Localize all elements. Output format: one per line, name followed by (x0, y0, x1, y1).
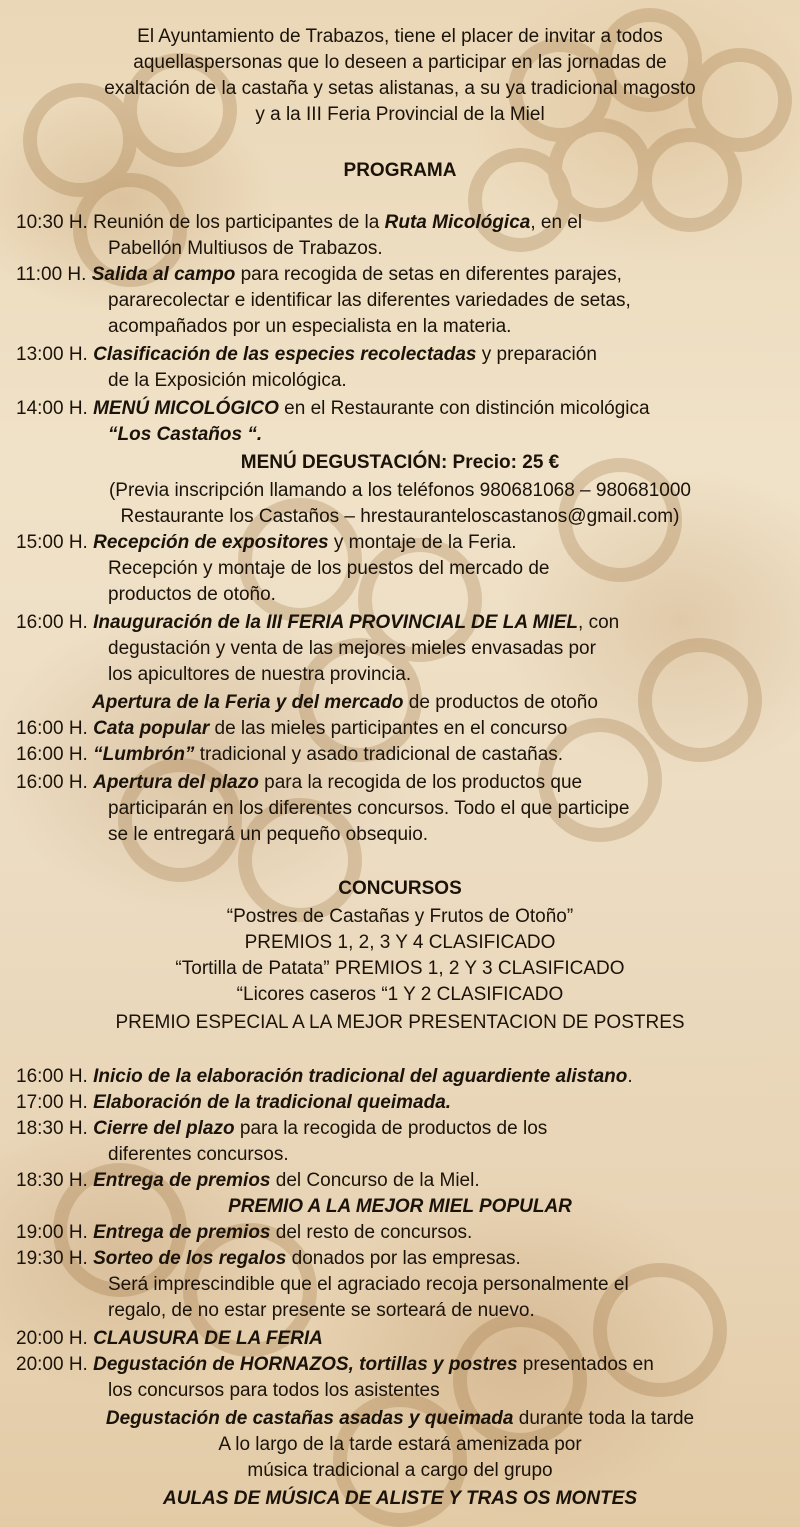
closing-line: A lo largo de la tarde estará amenizada por (218, 1434, 582, 1455)
program-item: 16:00 H. Cata popular de las mieles participantes en el concurso (16, 718, 568, 739)
program-item: 13:00 H. Clasificación de las especies recolectadas y preparación (16, 344, 597, 365)
contest-line: “Postres de Castañas y Frutos de Otoño” (226, 906, 574, 927)
phone-numbers: (Previa inscripción llamando a los teléfonos 980681068 – 980681000 (108, 480, 691, 501)
contest-line: PREMIO ESPECIAL A LA MEJOR PRESENTACION DE POSTRES (115, 1012, 685, 1033)
program-item-cont: de la Exposición micológica. (108, 370, 347, 391)
program-item: 16:00 H. Apertura del plazo para la recogida de los productos que (16, 772, 583, 793)
program-item-cont: productos de otoño. (108, 584, 276, 605)
program-item-cont: acompañados por un especialista en la materia. (108, 316, 512, 337)
program-item: 16:00 H. Inicio de la elaboración tradicional del aguardiente alistano. (16, 1066, 633, 1087)
program-item-cont: se le entregará un pequeño obsequio. (108, 824, 429, 845)
program-item: 11:00 H. Salida al campo para recogida de setas en diferentes parajes, (16, 264, 622, 285)
intro-line-1: El Ayuntamiento de Trabazos, tiene el placer de invitar a todos (137, 26, 663, 47)
intro-line-4: y a la III Feria Provincial de la Miel (255, 104, 545, 125)
program-item-cont: los apicultores de nuestra provincia. (108, 664, 412, 685)
program-item: 16:00 H. Inauguración de la III FERIA PROVINCIAL DE LA MIEL, con (16, 612, 620, 633)
program-item: 18:30 H. Cierre del plazo para la recogida de productos de los (16, 1118, 548, 1139)
program-item-cont: regalo, de no estar presente se sorteará de nuevo. (108, 1300, 535, 1321)
intro-line-2: aquellaspersonas que lo deseen a participar en las jornadas de (133, 52, 667, 73)
apertura-feria: Apertura de la Feria y del mercado de productos de otoño (92, 692, 598, 713)
program-item-cont: pararecolectar e identificar las diferentes variedades de setas, (108, 290, 631, 311)
menu-degustacion: MENÚ DEGUSTACIÓN: Precio: 25 € (240, 452, 560, 473)
program-item: 20:00 H. Degustación de HORNAZOS, tortillas y postres presentados en (16, 1354, 654, 1375)
program-item: 16:00 H. “Lumbrón” tradicional y asado tradicional de castañas. (16, 744, 564, 765)
program-item-cont: Será imprescindible que el agraciado recoja personalmente el (108, 1274, 629, 1295)
program-item: 20:00 H. CLAUSURA DE LA FERIA (16, 1328, 323, 1349)
program-item: 17:00 H. Elaboración de la tradicional queimada. (16, 1092, 452, 1113)
program-item: 14:00 H. MENÚ MICOLÓGICO en el Restaurante con distinción micológica (16, 398, 650, 419)
program-item-cont: degustación y venta de las mejores mieles envasadas por (108, 638, 596, 659)
program-item: 19:00 H. Entrega de premios del resto de concursos. (16, 1222, 473, 1243)
concursos-heading: CONCURSOS (338, 878, 462, 899)
degustacion-castanas: Degustación de castañas asadas y queimada durante toda la tarde (105, 1408, 695, 1429)
contest-line: “Tortilla de Patata” PREMIOS 1, 2 Y 3 CLASIFICADO (175, 958, 625, 979)
restaurant-name: “Los Castaños “. (108, 424, 263, 445)
program-item: 15:00 H. Recepción de expositores y montaje de la Feria. (16, 532, 517, 553)
program-item: 19:30 H. Sorteo de los regalos donados por las empresas. (16, 1248, 521, 1269)
contest-line: PREMIOS 1, 2, 3 Y 4 CLASIFICADO (244, 932, 556, 953)
programa-heading: PROGRAMA (343, 160, 457, 181)
program-item-cont: Recepción y montaje de los puestos del mercado de (108, 558, 550, 579)
program-item: 18:30 H. Entrega de premios del Concurso de la Miel. (16, 1170, 480, 1191)
contest-line: “Licores caseros “1 Y 2 CLASIFICADO (236, 984, 564, 1005)
restaurant-email: Restaurante los Castaños – hrestauranteloscastanos@gmail.com) (120, 506, 680, 527)
program-item-cont: participarán en los diferentes concursos. Todo el que participe (108, 798, 630, 819)
premio-miel-popular: PREMIO A LA MEJOR MIEL POPULAR (228, 1196, 572, 1217)
music-group-name: AULAS DE MÚSICA DE ALISTE Y TRAS OS MONTES (163, 1488, 637, 1509)
program-item-cont: los concursos para todos los asistentes (108, 1380, 440, 1401)
closing-line: música tradicional a cargo del grupo (247, 1460, 553, 1481)
program-item: 10:30 H. Reunión de los participantes de la Ruta Micológica, en el (16, 212, 583, 233)
program-item-cont: diferentes concursos. (108, 1144, 289, 1165)
program-item-cont: Pabellón Multiusos de Trabazos. (108, 238, 383, 259)
intro-line-3: exaltación de la castaña y setas alistanas, a su ya tradicional magosto (104, 78, 696, 99)
